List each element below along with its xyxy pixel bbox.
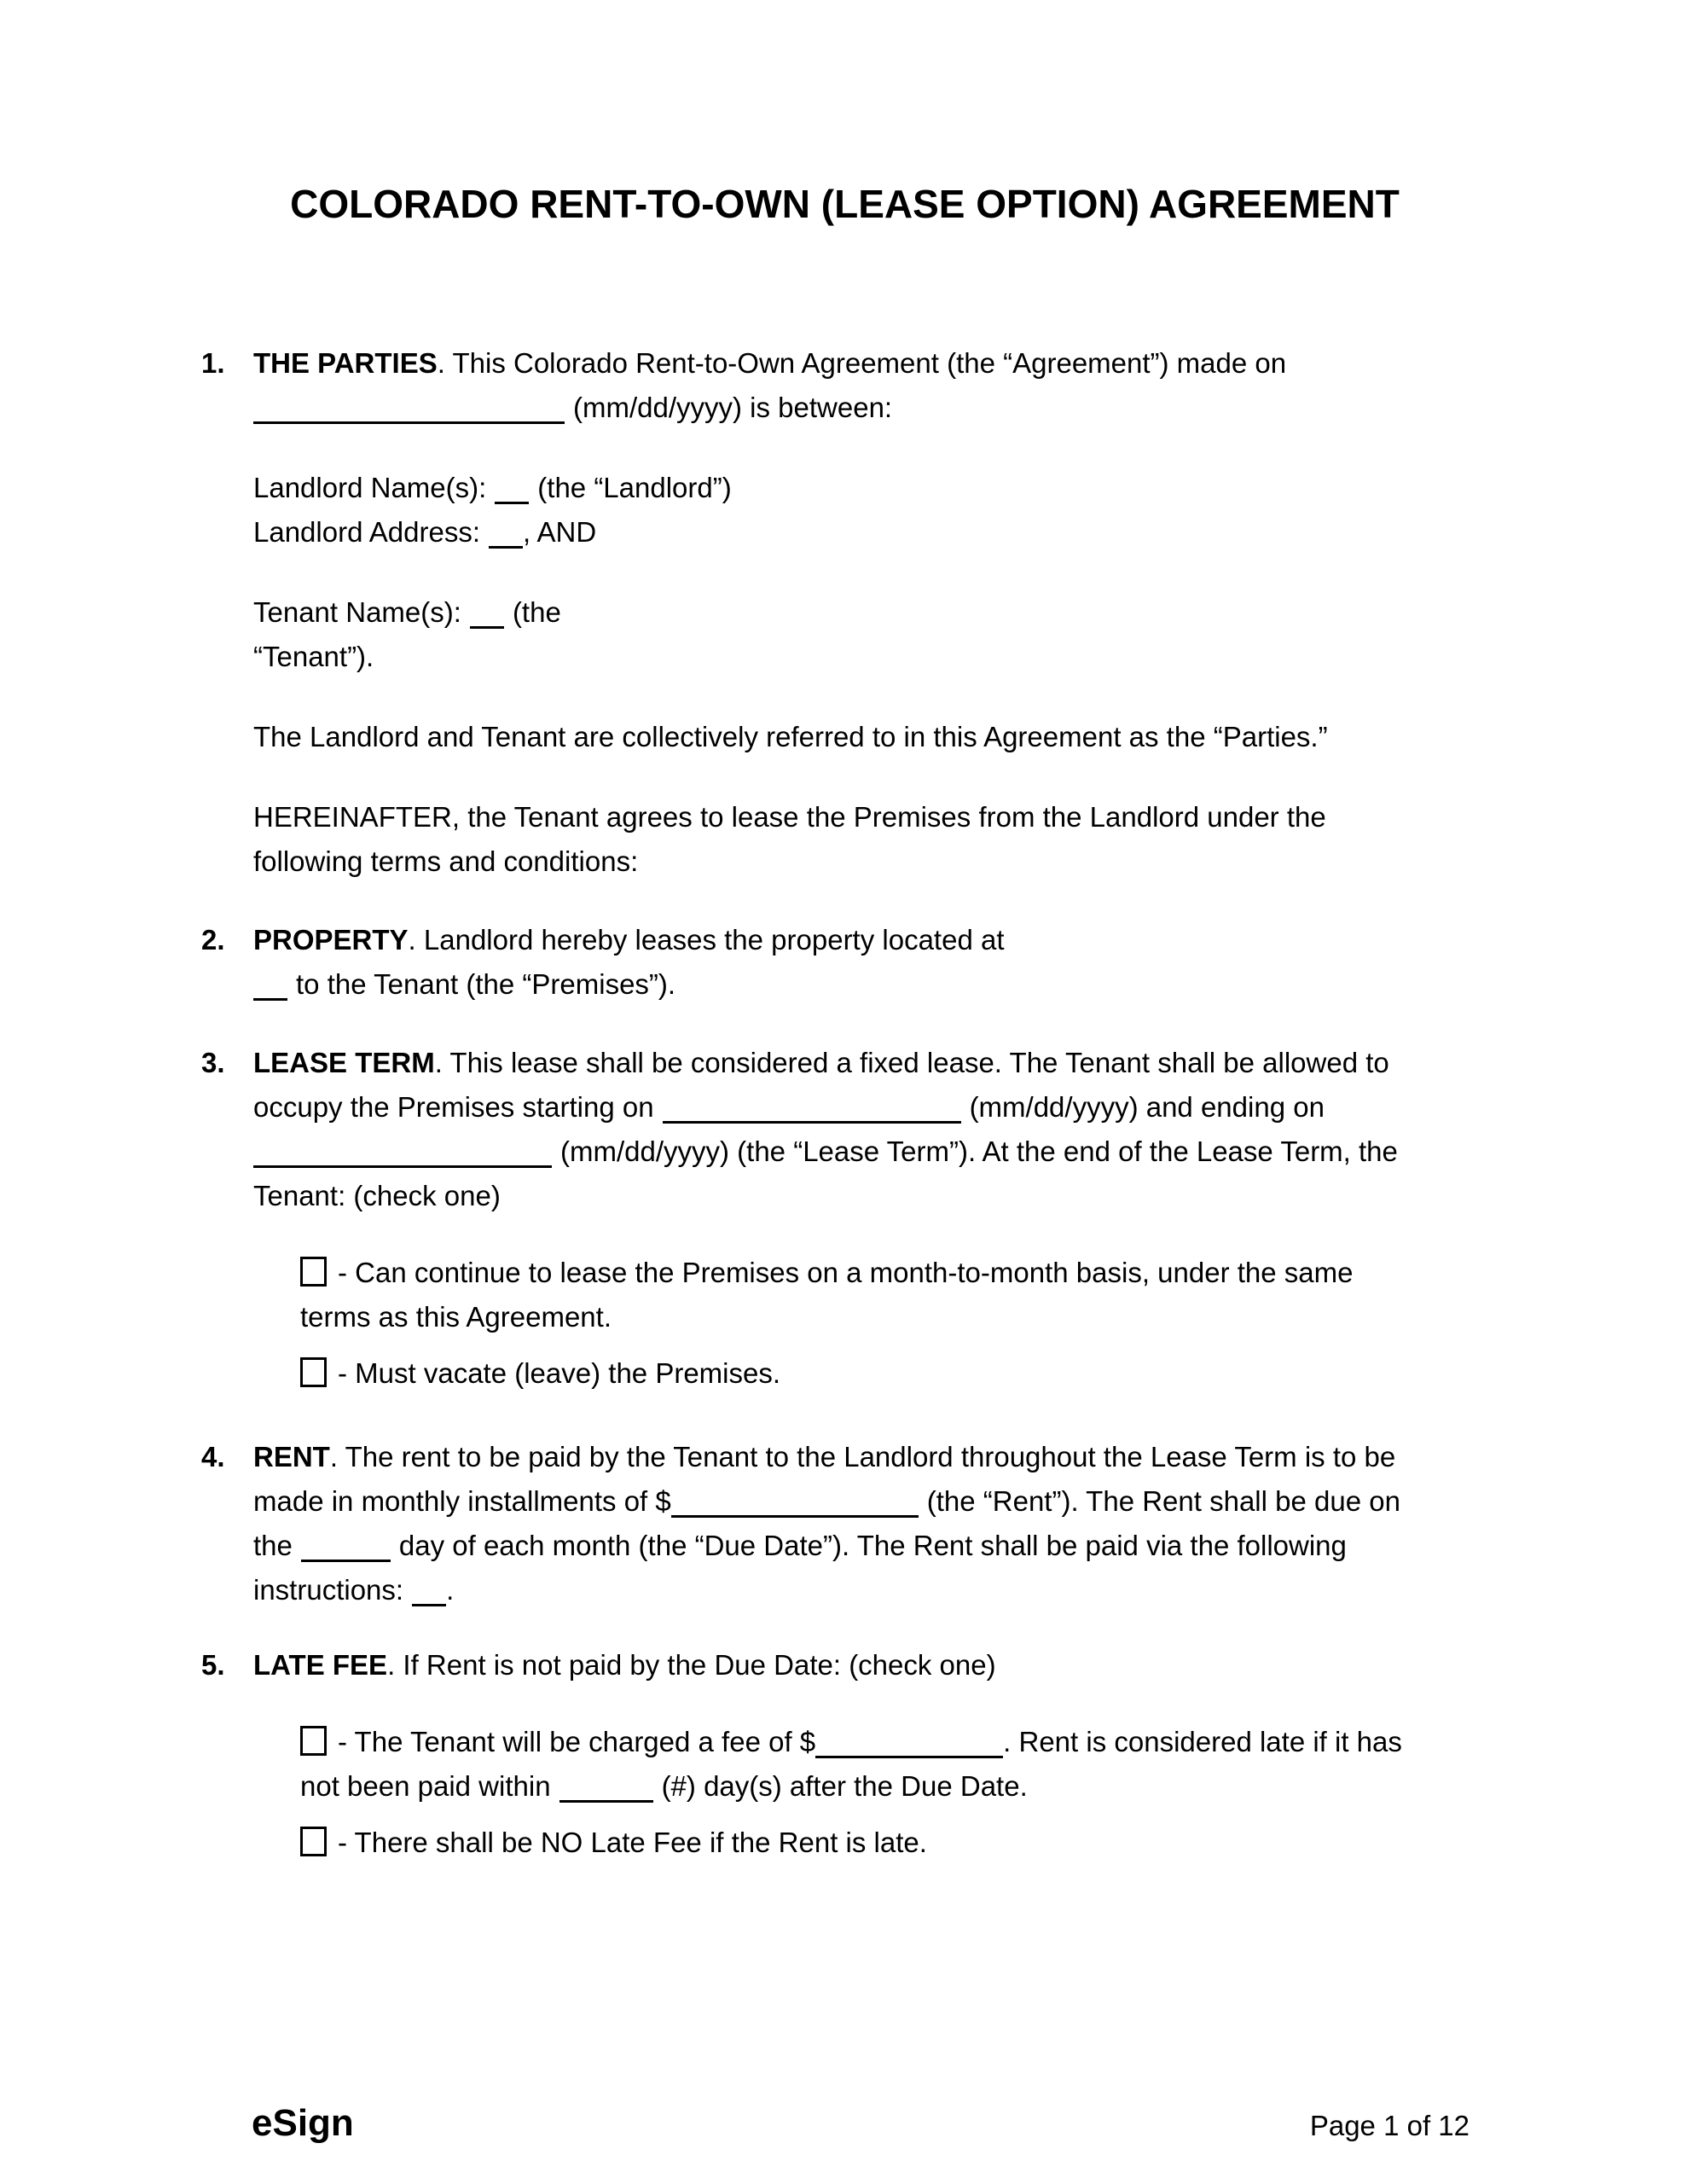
- rent-intro-text: . The rent to be paid by the Tenant to the Landlord throughout the Lease Term is to be: [329, 1441, 1396, 1472]
- hereinafter-line1: HEREINAFTER, the Tenant agrees to lease the Premises from the Landlord under the: [253, 801, 1326, 833]
- lease-end-date-blank[interactable]: [253, 1133, 552, 1168]
- section-number: 5.: [201, 1649, 225, 1681]
- lease-start-post: (mm/dd/yyyy) and ending on: [969, 1091, 1325, 1123]
- instructions-period: .: [446, 1574, 455, 1606]
- landlord-address-line: [253, 510, 1488, 555]
- property-address-line: [253, 962, 1488, 1007]
- landlord-name-label: Landlord Name(s):: [253, 472, 487, 503]
- no-late-fee-checkbox[interactable]: [300, 1827, 327, 1856]
- section-number: 4.: [201, 1441, 225, 1472]
- late-fee-charged-checkbox[interactable]: [300, 1726, 327, 1756]
- lease-term-line3: [253, 1130, 1488, 1174]
- section-late-fee: [201, 1643, 1488, 1865]
- monthly-rent-amount-blank[interactable]: [671, 1483, 919, 1518]
- date-format-hint: (mm/dd/yyyy) is between:: [573, 392, 893, 423]
- hereinafter-line2: following terms and conditions:: [253, 845, 639, 877]
- late-days-pre: not been paid within: [300, 1770, 551, 1802]
- lease-term-line2: [253, 1085, 1488, 1130]
- section-lease-term: [201, 1041, 1488, 1396]
- landlord-name-line: [253, 466, 1488, 510]
- tenant-name-cont-line: “Tenant”).: [253, 641, 374, 672]
- rent-line1: [253, 1435, 1488, 1479]
- lease-term-intro-text: . This lease shall be considered a fixed lease. The Tenant shall be allowed to: [434, 1047, 1389, 1078]
- landlord-name-after: (the “Landlord”): [537, 472, 732, 503]
- tenant-name-after: (the: [512, 596, 561, 628]
- rent-amount-post: (the “Rent”). The Rent shall be due on: [926, 1485, 1400, 1517]
- section-heading: THE PARTIES: [253, 347, 438, 379]
- lease-start-date-blank[interactable]: [663, 1089, 961, 1124]
- section-number: 3.: [201, 1047, 225, 1078]
- page-footer: [252, 2102, 1470, 2148]
- property-address-blank[interactable]: [253, 998, 287, 1001]
- section-heading: RENT: [253, 1441, 330, 1472]
- section-heading: PROPERTY: [253, 924, 409, 956]
- esign-logo: eSign: [252, 2102, 354, 2144]
- section-number: 2.: [201, 924, 225, 956]
- rent-amount-pre: made in monthly installments of $: [253, 1485, 671, 1517]
- continue-month-to-month-checkbox[interactable]: [300, 1257, 327, 1287]
- landlord-address-after: , AND: [523, 516, 597, 548]
- section-property: [201, 918, 1488, 1007]
- property-after-text: to the Tenant (the “Premises”).: [296, 968, 676, 1000]
- option-text: - There shall be NO Late Fee if the Rent is late.: [338, 1827, 927, 1858]
- due-day-post: day of each month (the “Due Date”). The Rent shall be paid via the following: [398, 1530, 1347, 1561]
- parties-collective-line: The Landlord and Tenant are collectively referred to in this Agreement as the “Parties.”: [253, 721, 1328, 752]
- section-parties: [201, 341, 1488, 884]
- section-number: 1.: [201, 347, 225, 379]
- due-day-pre: the: [253, 1530, 293, 1561]
- lease-term-line4: Tenant: (check one): [253, 1180, 501, 1211]
- page-number: Page 1 of 12: [1309, 2110, 1470, 2141]
- lease-end-post: (mm/dd/yyyy) (the “Lease Term”). At the end of the Lease Term, the: [560, 1136, 1398, 1167]
- late-days-blank[interactable]: [559, 1768, 653, 1803]
- page-title: COLORADO RENT-TO-OWN (LEASE OPTION) AGREEMENT: [290, 182, 1400, 226]
- option-text: - Must vacate (leave) the Premises.: [338, 1357, 781, 1389]
- tenant-name-line: [253, 590, 1488, 635]
- rent-line4: [253, 1568, 1488, 1612]
- section-heading: LEASE TERM: [253, 1047, 435, 1078]
- late-fee-pre: - The Tenant will be charged a fee of $: [338, 1726, 816, 1757]
- instructions-label: instructions:: [253, 1574, 404, 1606]
- late-fee-amount-blank[interactable]: [815, 1723, 1003, 1758]
- late-fee-post: . Rent is considered late if it has: [1003, 1726, 1402, 1757]
- property-intro-line: [253, 918, 1488, 962]
- tenant-name-blank[interactable]: [470, 626, 504, 629]
- late-fee-line1: [253, 1643, 1488, 1687]
- tenant-name-label: Tenant Name(s):: [253, 596, 461, 628]
- section-heading: LATE FEE: [253, 1649, 388, 1681]
- landlord-address-blank[interactable]: [489, 546, 523, 549]
- option-late-fee-charged: [300, 1720, 1488, 1809]
- property-intro-text: . Landlord hereby leases the property located at: [408, 924, 1005, 956]
- rent-line2: [253, 1479, 1488, 1524]
- parties-intro-text: . This Colorado Rent-to-Own Agreement (the “Agreement”) made on: [437, 347, 1287, 379]
- parties-intro-line2: [253, 386, 1488, 430]
- must-vacate-checkbox[interactable]: [300, 1357, 327, 1387]
- option-continue-month-to-month: [300, 1251, 1488, 1339]
- late-fee-intro-text: . If Rent is not paid by the Due Date: (check one): [387, 1649, 996, 1681]
- option-text-line1: - Can continue to lease the Premises on a month-to-month basis, under the same: [338, 1257, 1354, 1288]
- lease-term-line1: [253, 1041, 1488, 1085]
- section-rent: [201, 1435, 1488, 1612]
- late-days-post: (#) day(s) after the Due Date.: [661, 1770, 1028, 1802]
- due-day-blank[interactable]: [301, 1527, 391, 1562]
- parties-intro-line1: [253, 341, 1488, 386]
- lease-start-pre: occupy the Premises starting on: [253, 1091, 654, 1123]
- rent-line3: [253, 1524, 1488, 1568]
- landlord-address-label: Landlord Address:: [253, 516, 481, 548]
- landlord-name-blank[interactable]: [495, 502, 529, 504]
- payment-instructions-blank[interactable]: [412, 1604, 446, 1606]
- agreement-date-blank[interactable]: [253, 389, 565, 424]
- option-no-late-fee: [300, 1821, 1488, 1865]
- option-text-line2: terms as this Agreement.: [300, 1301, 612, 1333]
- option-must-vacate: [300, 1351, 1488, 1396]
